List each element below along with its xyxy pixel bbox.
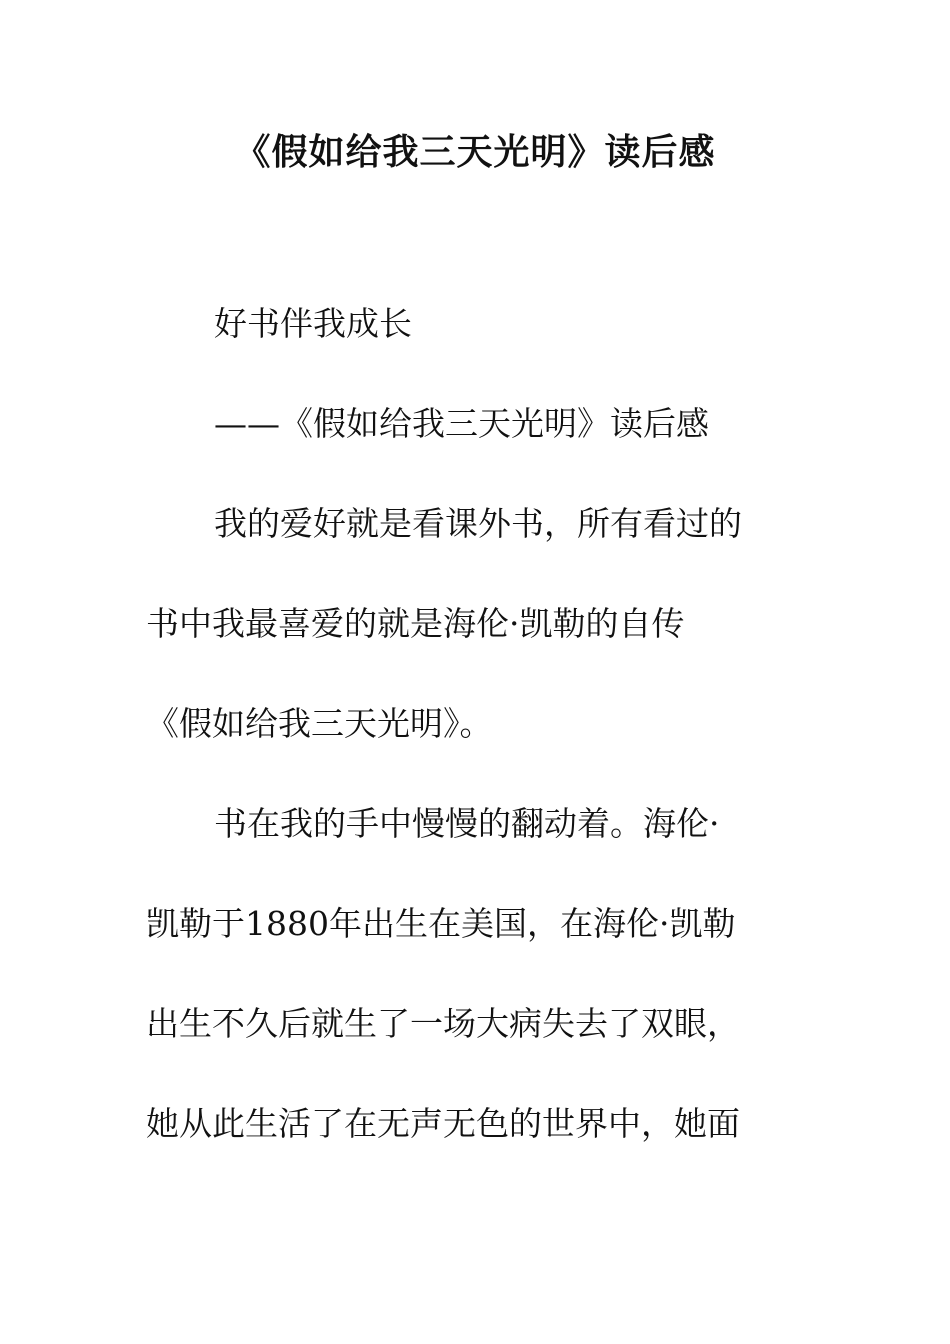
- document-title: 《假如给我三天光明》读后感: [234, 132, 716, 173]
- paragraph-line: 凯勒于1880年出生在美国，在海伦·凯勒: [146, 904, 736, 943]
- subtitle-dash-line: ——《假如给我三天光明》读后感: [214, 404, 709, 443]
- paragraph-line: 出生不久后就生了一场大病失去了双眼，: [146, 1004, 740, 1043]
- paragraph-line: 《假如给我三天光明》。: [146, 704, 493, 743]
- paragraph-line: 书中我最喜爱的就是海伦·凯勒的自传: [146, 604, 685, 643]
- paragraph-line: 我的爱好就是看课外书，所有看过的: [214, 504, 742, 543]
- paragraph-line: 她从此生活了在无声无色的世界中，她面: [146, 1104, 740, 1143]
- paragraph-line: 书在我的手中慢慢的翻动着。海伦·: [214, 804, 720, 843]
- subtitle-line: 好书伴我成长: [214, 304, 412, 343]
